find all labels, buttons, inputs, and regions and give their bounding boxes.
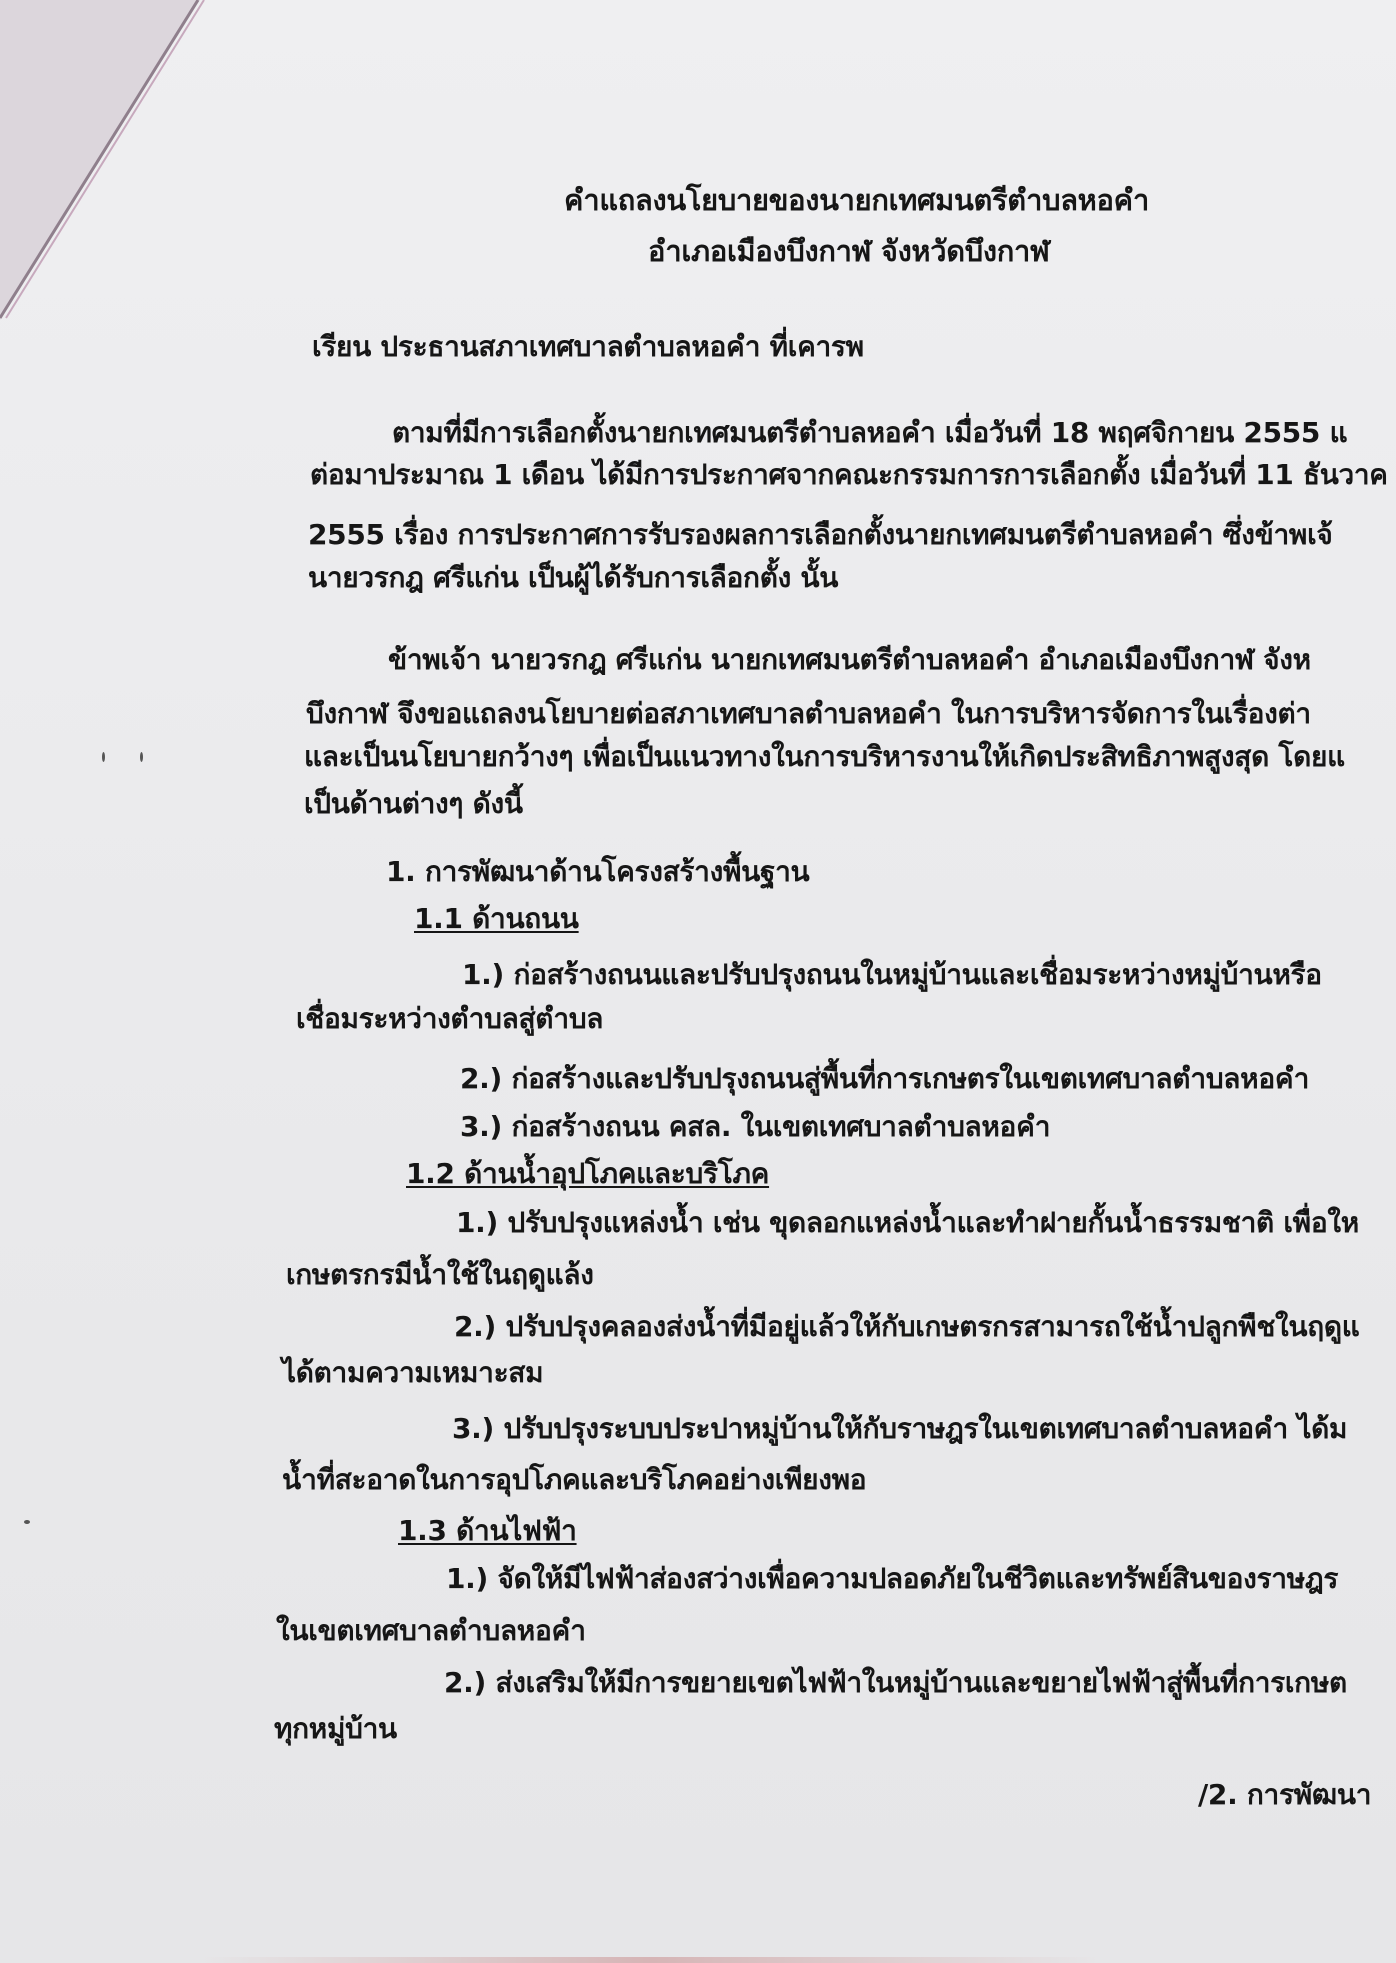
- title-line-2: อำเภอเมืองบึงกาฬ จังหวัดบึงกาฬ: [648, 234, 1050, 268]
- water-item-3-cont: น้ำที่สะอาดในการอุปโภคและบริโภคอย่างเพียงพอ: [282, 1463, 867, 1496]
- water-item-1-cont: เกษตรกรมีน้ำใช้ในฤดูแล้ง: [286, 1258, 594, 1291]
- section-1-heading: 1. การพัฒนาด้านโครงสร้างพื้นฐาน: [386, 855, 810, 888]
- subsection-1-1-heading: 1.1 ด้านถนน: [414, 902, 579, 935]
- para2-line-1: ข้าพเจ้า นายวรกฎ ศรีแก่น นายกเทศมนตรีตำบลหอคำ อำเภอเมืองบึงกาฬ จังห: [388, 643, 1311, 676]
- para1-line-1: ตามที่มีการเลือกตั้งนายกเทศมนตรีตำบลหอคำ เมื่อวันที่ 18 พฤศจิกายน 2555 แ: [392, 416, 1348, 449]
- road-item-3: 3.) ก่อสร้างถนน คสล. ในเขตเทศบาลตำบลหอคำ: [460, 1110, 1051, 1143]
- road-item-2: 2.) ก่อสร้างและปรับปรุงถนนสู่พื้นที่การเกษตรในเขตเทศบาลตำบลหอคำ: [460, 1062, 1309, 1095]
- road-item-1-cont: เชื่อมระหว่างตำบลสู่ตำบล: [296, 1002, 604, 1035]
- electric-item-1: 1.) จัดให้มีไฟฟ้าส่องสว่างเพื่อความปลอดภัยในชีวิตและทรัพย์สินของราษฎร: [446, 1562, 1339, 1595]
- water-item-3: 3.) ปรับปรุงระบบประปาหมู่บ้านให้กับราษฎรในเขตเทศบาลตำบลหอคำ ได้ม: [452, 1412, 1348, 1445]
- scan-speck: [24, 1520, 30, 1524]
- para2-line-2: บึงกาฬ จึงขอแถลงนโยบายต่อสภาเทศบาลตำบลหอคำ ในการบริหารจัดการในเรื่องต่า: [306, 697, 1311, 730]
- scan-edge-strip: [200, 1957, 1100, 1963]
- para2-line-3: และเป็นนโยบายกว้างๆ เพื่อเป็นแนวทางในการบริหารงานให้เกิดประสิทธิภาพสูงสุด โดยแ: [304, 740, 1345, 773]
- para2-line-4: เป็นด้านต่างๆ ดังนี้: [304, 787, 523, 820]
- electric-item-2-cont: ทุกหมู่บ้าน: [274, 1712, 397, 1745]
- electric-item-2: 2.) ส่งเสริมให้มีการขยายเขตไฟฟ้าในหมู่บ้านและขยายไฟฟ้าสู่พื้นที่การเกษต: [444, 1666, 1347, 1699]
- electric-item-1-cont: ในเขตเทศบาลตำบลหอคำ: [276, 1614, 586, 1647]
- title-line-1: คำแถลงนโยบายของนายกเทศมนตรีตำบลหอคำ: [564, 183, 1150, 217]
- water-item-2: 2.) ปรับปรุงคลองส่งน้ำที่มีอยู่แล้วให้กับเกษตรกรสามารถใช้น้ำปลูกพืชในฤดูแ: [454, 1310, 1360, 1343]
- subsection-1-3-heading: 1.3 ด้านไฟฟ้า: [398, 1514, 577, 1547]
- para1-line-3: 2555 เรื่อง การประกาศการรับรองผลการเลือกตั้งนายกเทศมนตรีตำบลหอคำ ซึ่งข้าพเจ้: [308, 518, 1333, 551]
- para1-line-4: นายวรกฎ ศรีแก่น เป็นผู้ได้รับการเลือกตั้ง นั้น: [308, 561, 839, 594]
- water-item-2-cont: ได้ตามความเหมาะสม: [282, 1356, 544, 1389]
- scan-speck: [140, 752, 143, 762]
- scan-speck: [102, 752, 105, 762]
- para1-line-2: ต่อมาประมาณ 1 เดือน ได้มีการประกาศจากคณะกรรมการการเลือกตั้ง เมื่อวันที่ 11 ธันวาค: [310, 458, 1388, 491]
- road-item-1: 1.) ก่อสร้างถนนและปรับปรุงถนนในหมู่บ้านและเชื่อมระหว่างหมู่บ้านหรือ: [462, 958, 1322, 991]
- page-continuation: /2. การพัฒนา: [1198, 1778, 1372, 1811]
- water-item-1: 1.) ปรับปรุงแหล่งน้ำ เช่น ขุดลอกแหล่งน้ำและทำฝายกั้นน้ำธรรมชาติ เพื่อให: [456, 1206, 1359, 1239]
- salutation: เรียน ประธานสภาเทศบาลตำบลหอคำ ที่เคารพ: [312, 330, 864, 363]
- page-fold-shadow: [0, 0, 230, 330]
- subsection-1-2-heading: 1.2 ด้านน้ำอุปโภคและบริโภค: [406, 1157, 770, 1190]
